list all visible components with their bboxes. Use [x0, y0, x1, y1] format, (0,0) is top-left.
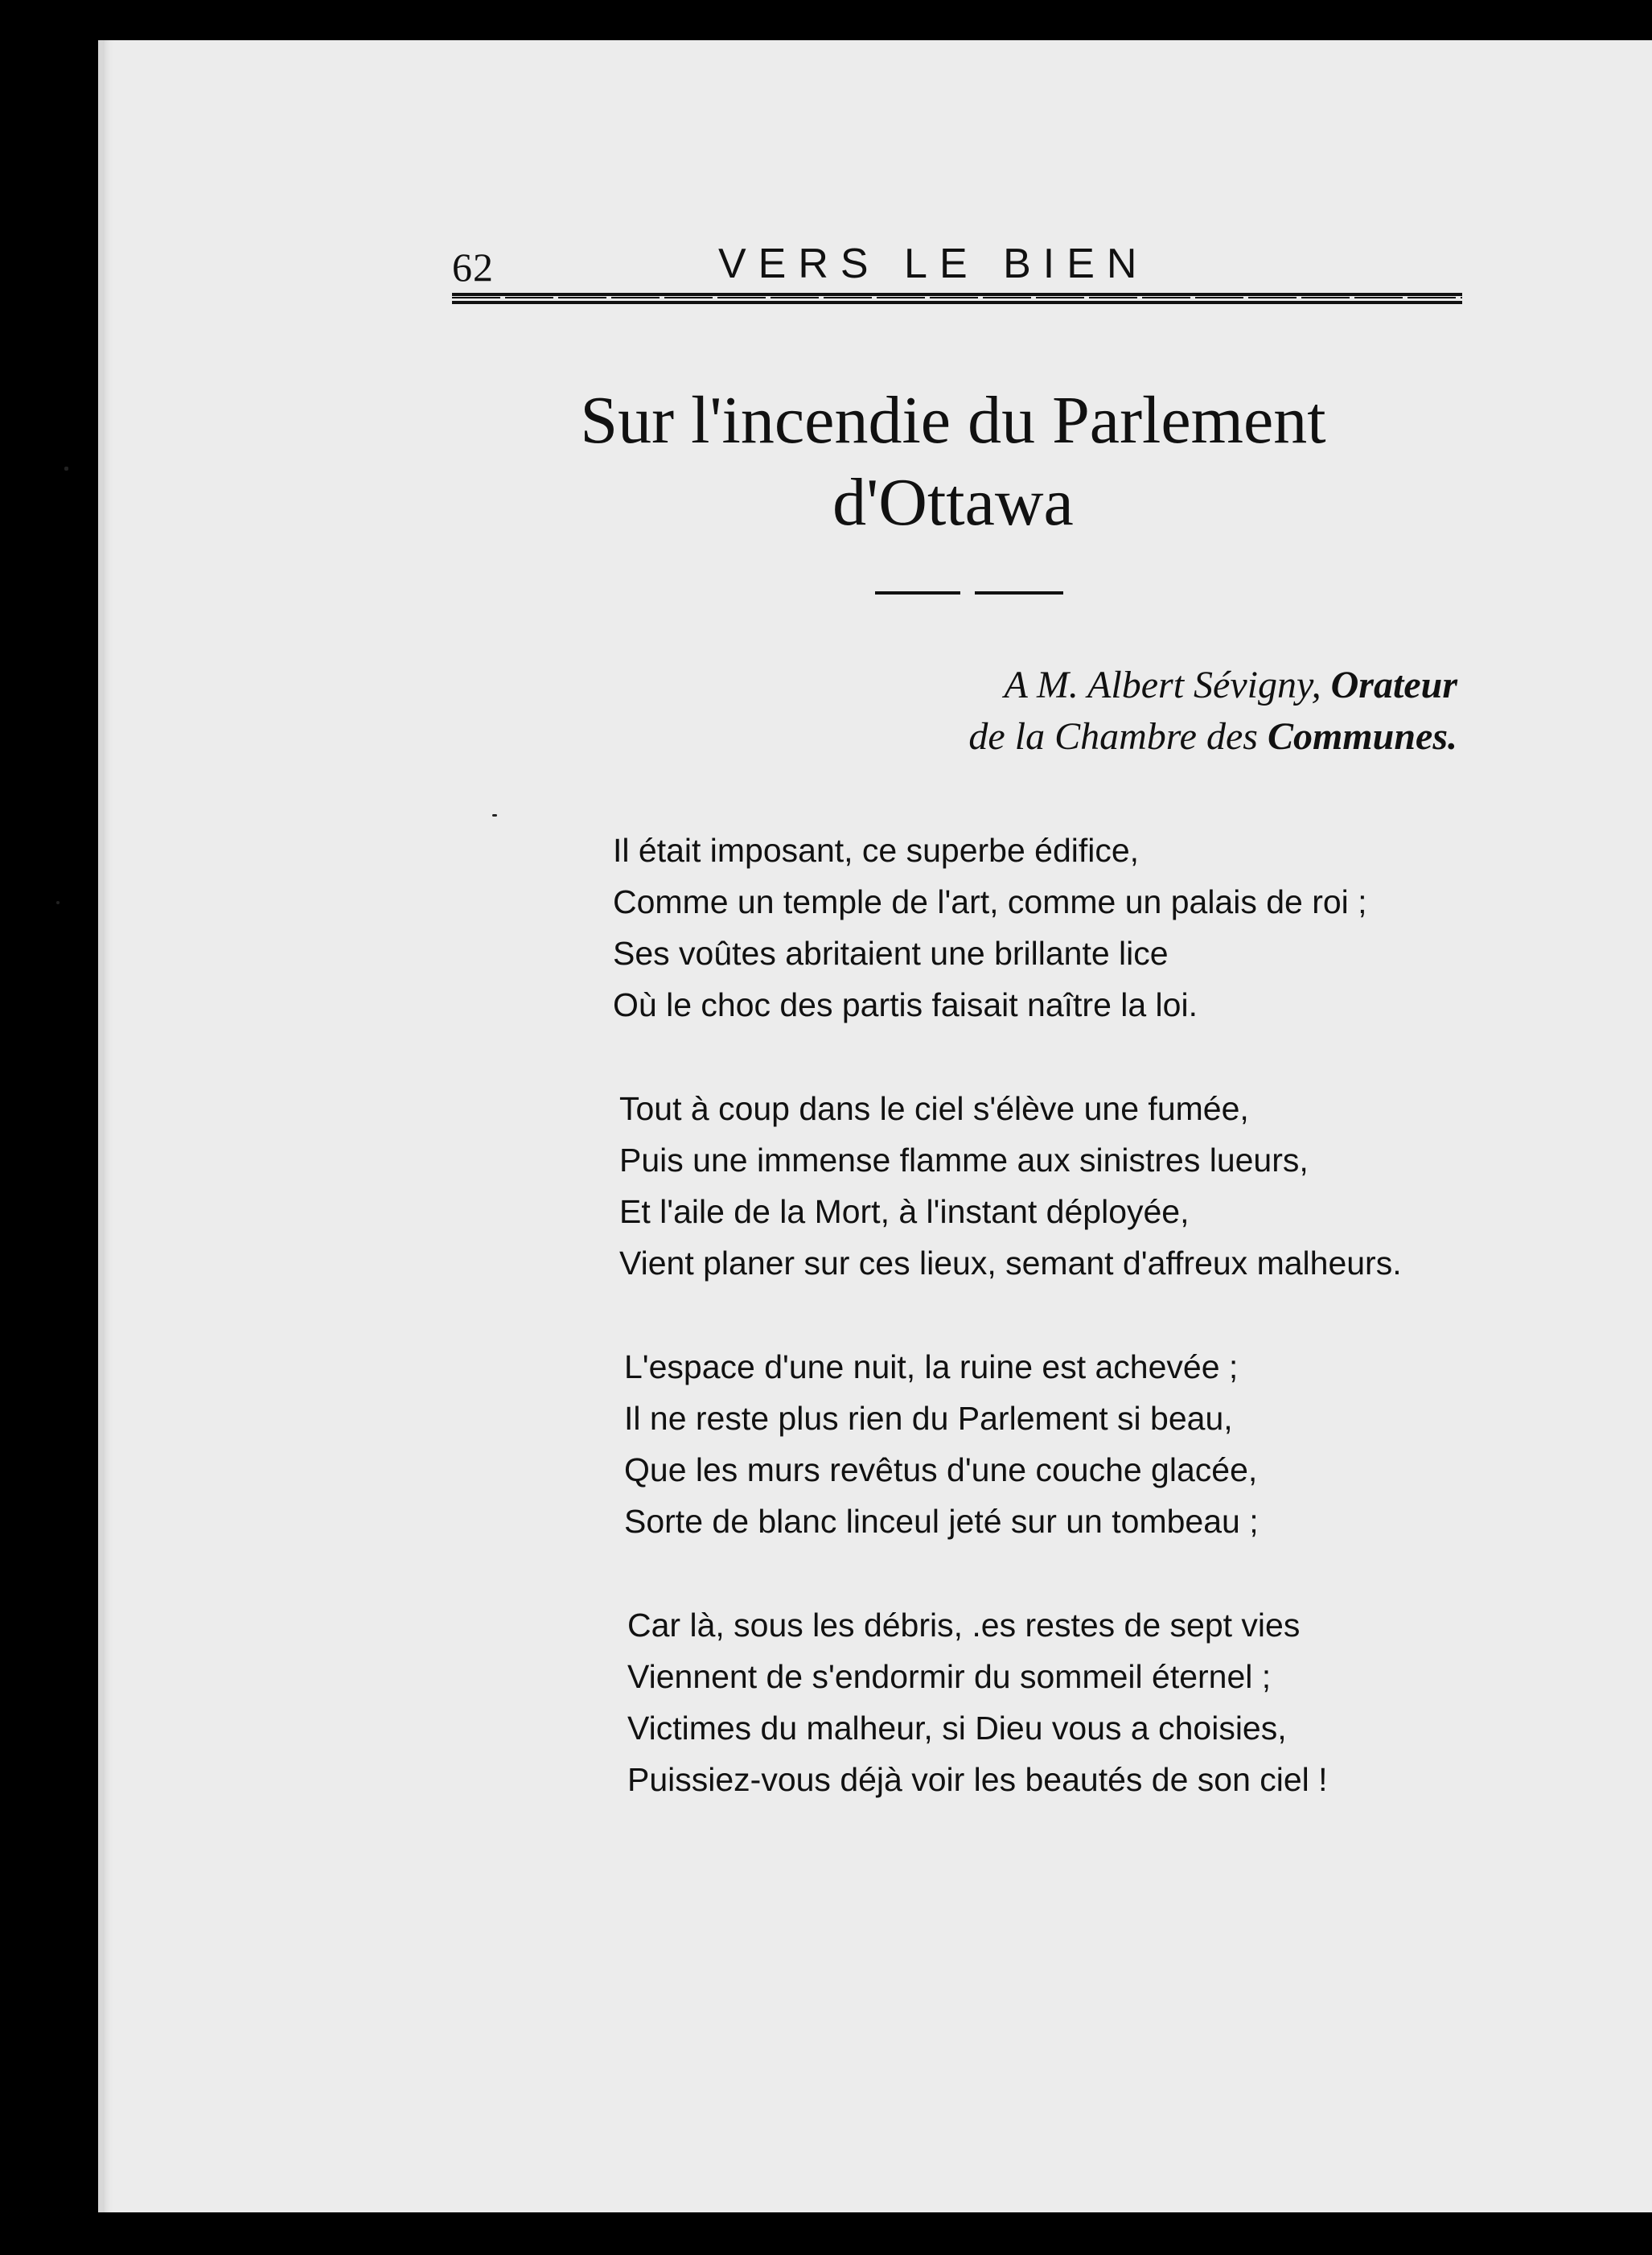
page-edge: [98, 40, 103, 2212]
verse-line: Que les murs revêtus d'une couche glacée,: [624, 1451, 1258, 1488]
stanza: [624, 1341, 1498, 1547]
dedication-name: A M. Albert Sévigny,: [1004, 664, 1331, 706]
verse-line: Puissiez-vous déjà voir les beautés de son ciel !: [627, 1761, 1328, 1798]
dedication: [804, 660, 1457, 763]
ornament-dash: [975, 591, 1063, 595]
page-number: 62: [452, 245, 494, 290]
verse-line: Comme un temple de l'art, comme un palais de roi ;: [613, 883, 1367, 920]
poem-title-line-2: d'Ottawa: [832, 465, 1074, 540]
verse-line: Il ne reste plus rien du Parlement si beau,: [624, 1400, 1233, 1437]
stanza: [613, 825, 1498, 1031]
verse-line: Viennent de s'endormir du sommeil éternel ;: [627, 1658, 1272, 1695]
dedication-line-1: [804, 660, 1457, 711]
dedication-role: Orateur: [1330, 664, 1457, 706]
verse-line: Ses voûtes abritaient une brillante lice: [613, 935, 1169, 972]
verse-line: Puis une immense flamme aux sinistres lueurs,: [619, 1142, 1309, 1179]
scan-speck: [492, 814, 497, 817]
stanza: [619, 1083, 1498, 1289]
verse-line: Il était imposant, ce superbe édifice,: [613, 832, 1140, 869]
dedication-line-2: [804, 711, 1457, 763]
poem-title-line-1: Sur l'incendie du Parlement: [580, 383, 1326, 458]
verse-line: Car là, sous les débris, .es restes de sept vies: [627, 1607, 1301, 1644]
dedication-chamber: de la Chambre des: [968, 715, 1268, 758]
verse-line: Où le choc des partis faisait naître la loi.: [613, 986, 1198, 1023]
verse-line: Et l'aile de la Mort, à l'instant déployée,: [619, 1193, 1190, 1230]
scan-speck: [56, 901, 60, 904]
scan-speck: [64, 467, 68, 471]
title-ornament: [875, 591, 1063, 596]
poem-title: [450, 380, 1456, 544]
ornament-dash: [875, 591, 960, 595]
verse-line: Victimes du malheur, si Dieu vous a choisies,: [627, 1710, 1287, 1747]
running-head: VERS LE BIEN: [718, 241, 1149, 287]
poem-body: [613, 825, 1498, 1858]
verse-line: L'espace d'une nuit, la ruine est achevée ;: [624, 1348, 1239, 1385]
stanza: [627, 1599, 1498, 1805]
verse-line: Vient planer sur ces lieux, semant d'affreux malheurs.: [619, 1245, 1402, 1282]
header-rule: [452, 293, 1462, 304]
verse-line: Sorte de blanc linceul jeté sur un tombeau ;: [624, 1503, 1259, 1540]
verse-line: Tout à coup dans le ciel s'élève une fumée,: [619, 1090, 1249, 1127]
dedication-communes: Communes.: [1267, 715, 1457, 758]
